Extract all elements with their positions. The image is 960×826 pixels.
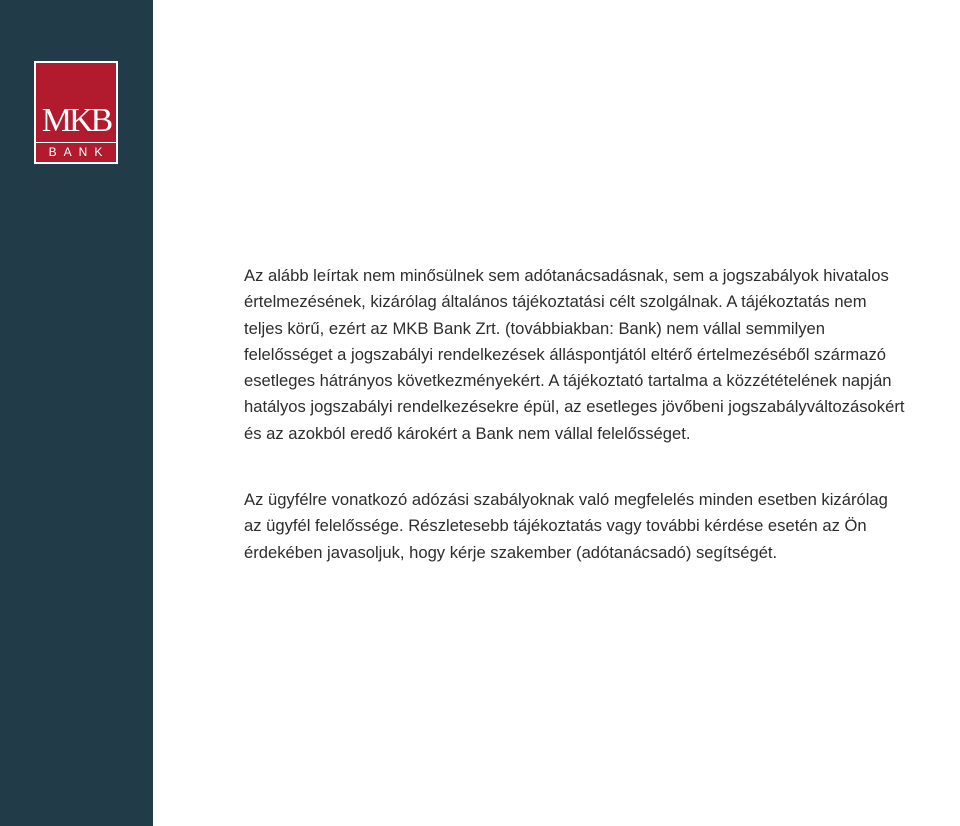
text-line: értelmezésének, kizárólag általános tájékoztatási célt szolgálnak. A tájékoztatás nem — [244, 292, 867, 312]
sidebar — [0, 0, 153, 826]
mkb-bank-logo — [34, 61, 118, 164]
text-line: Az alább leírtak nem minősülnek sem adótanácsadásnak, sem a jogszabályok hivatalos — [244, 266, 889, 285]
text-line: hatályos jogszabályi rendelkezésekre épül, az esetleges jövőbeni jogszabályváltozásokért — [244, 397, 905, 417]
text-line: érdekében javasoljuk, hogy kérje szakember (adótanácsadó) segítségét. — [244, 542, 778, 562]
disclaimer-paragraph-1 — [244, 263, 956, 447]
text-line: Az ügyfélre vonatkozó adózási szabályoknak való megfelelés minden esetben kizárólag — [244, 490, 888, 510]
text-line: teljes körű, ezért az MKB Bank Zrt. (továbbiakban: Bank) nem vállal semmilyen — [244, 318, 826, 338]
disclaimer-paragraph-2 — [244, 487, 956, 566]
logo-subtitle: BANK — [48, 145, 110, 159]
text-line: esetleges hátrányos következményekért. A tájékoztató tartalma a közzétételének napján — [244, 371, 892, 391]
logo-wordmark: MKB — [41, 102, 111, 139]
text-line: és az azokból eredő károkért a Bank nem vállal felelősséget. — [244, 423, 691, 443]
text-line: az ügyfél felelőssége. Részletesebb tájékoztatás vagy további kérdése esetén az Ön — [244, 516, 867, 536]
text-line: felelősséget a jogszabályi rendelkezések álláspontjától eltérő értelmezéséből származó — [244, 344, 886, 364]
disclaimer-content — [244, 263, 956, 566]
